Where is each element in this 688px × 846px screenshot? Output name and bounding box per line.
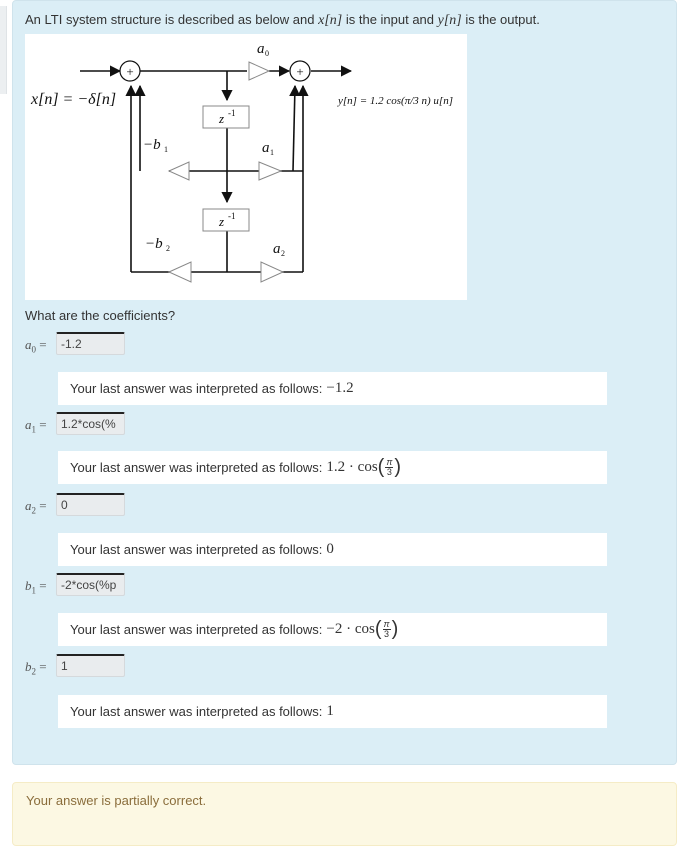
- b1-input[interactable]: [56, 573, 125, 596]
- a0-interpretation: [58, 372, 607, 405]
- b2-label: [25, 659, 47, 677]
- question-text-part: is the output.: [461, 12, 540, 27]
- delay-1-exp: -1: [228, 108, 236, 118]
- interp-prefix: Your last answer was interpreted as follows:: [70, 704, 323, 719]
- b1-interpretation: Your last answer was interpreted as follows: −2 · cos ( $\frac{\pi}{3}$ ): [58, 613, 607, 646]
- a0-label: [25, 337, 47, 355]
- a0-input[interactable]: [56, 332, 125, 355]
- output-symbol: y[n]: [437, 13, 462, 28]
- adder-2-symbol: +: [296, 64, 304, 79]
- a2-var: a: [25, 498, 32, 513]
- b2-interpretation: [58, 695, 607, 728]
- pi-over-3-fraction: [383, 620, 391, 639]
- feedback-box: [12, 782, 677, 846]
- output-label: y[n] = 1.2 cos(π/3 n) u[n]: [338, 95, 453, 107]
- adder-1-symbol: +: [126, 64, 134, 79]
- a1-label: [25, 417, 47, 435]
- delay-2-exp: -1: [228, 211, 236, 221]
- gain-b1-sub: 1: [164, 145, 168, 154]
- a2-label: [25, 498, 47, 516]
- frac-num: π: [386, 457, 393, 467]
- b2-var: b: [25, 659, 32, 674]
- a1-input[interactable]: [56, 412, 125, 435]
- frac-den: 3: [384, 629, 390, 639]
- b1-interp-value: −2 · cos: [326, 621, 375, 637]
- block-diagram: [25, 34, 467, 300]
- a1-interp-value: 1.2 · cos: [326, 459, 378, 475]
- interp-prefix: Your last answer was interpreted as follows:: [70, 542, 323, 557]
- a2-input[interactable]: [56, 493, 125, 516]
- interp-prefix: Your last answer was interpreted as follows:: [70, 622, 323, 637]
- equals-sign: =: [39, 659, 47, 674]
- b1-var: b: [25, 578, 32, 593]
- b2-interp-value: 1: [326, 703, 334, 719]
- interp-prefix: Your last answer was interpreted as follows:: [70, 460, 323, 475]
- frac-den: 3: [386, 467, 392, 477]
- a1-interpretation: Your last answer was interpreted as follows: 1.2 · cos ( $\frac{\pi}{3}$ ): [58, 451, 607, 484]
- input-label: x[n] = −δ[n]: [31, 91, 117, 108]
- pi-over-3-fraction: [385, 458, 393, 477]
- b1-sub: 1: [31, 585, 36, 596]
- delay-2-z: z: [219, 214, 225, 229]
- gain-b2-sub: 2: [166, 244, 170, 253]
- a1-var: a: [25, 417, 32, 432]
- question-text-part: An LTI system structure is described as below and: [25, 12, 319, 27]
- gain-a0-sub: 0: [265, 49, 269, 58]
- b2-sub: 2: [31, 666, 36, 677]
- question-text-part: is the input and: [342, 12, 438, 27]
- equals-sign: =: [39, 417, 47, 432]
- a0-var: a: [25, 337, 32, 352]
- interp-prefix: Your last answer was interpreted as follows:: [70, 381, 323, 396]
- delay-1-z: z: [219, 111, 225, 126]
- gain-a0-label: a: [257, 41, 265, 57]
- left-edge-bar: [0, 6, 7, 94]
- a2-interpretation: [58, 533, 607, 566]
- frac-num: π: [383, 619, 390, 629]
- a0-interp-value: −1.2: [326, 380, 354, 396]
- input-symbol: x[n]: [318, 13, 343, 28]
- a0-sub: 0: [31, 344, 36, 355]
- gain-a1-label: a: [262, 140, 270, 156]
- a2-interp-value: 0: [326, 541, 334, 557]
- gain-b1-label: −b: [143, 137, 161, 153]
- b2-input[interactable]: [56, 654, 125, 677]
- gain-a2-sub: 2: [281, 249, 285, 258]
- a2-sub: 2: [31, 505, 36, 516]
- feedback-text: Your answer is partially correct.: [26, 793, 207, 808]
- b1-label: [25, 578, 47, 596]
- equals-sign: =: [39, 498, 47, 513]
- gain-a1-sub: 1: [270, 148, 274, 157]
- equals-sign: =: [39, 337, 47, 352]
- a1-sub: 1: [31, 424, 36, 435]
- question-text: [25, 12, 540, 29]
- coefficients-prompt: What are the coefficients?: [25, 308, 176, 323]
- gain-b2-label: −b: [145, 236, 163, 252]
- gain-a2-label: a: [273, 241, 281, 257]
- equals-sign: =: [39, 578, 47, 593]
